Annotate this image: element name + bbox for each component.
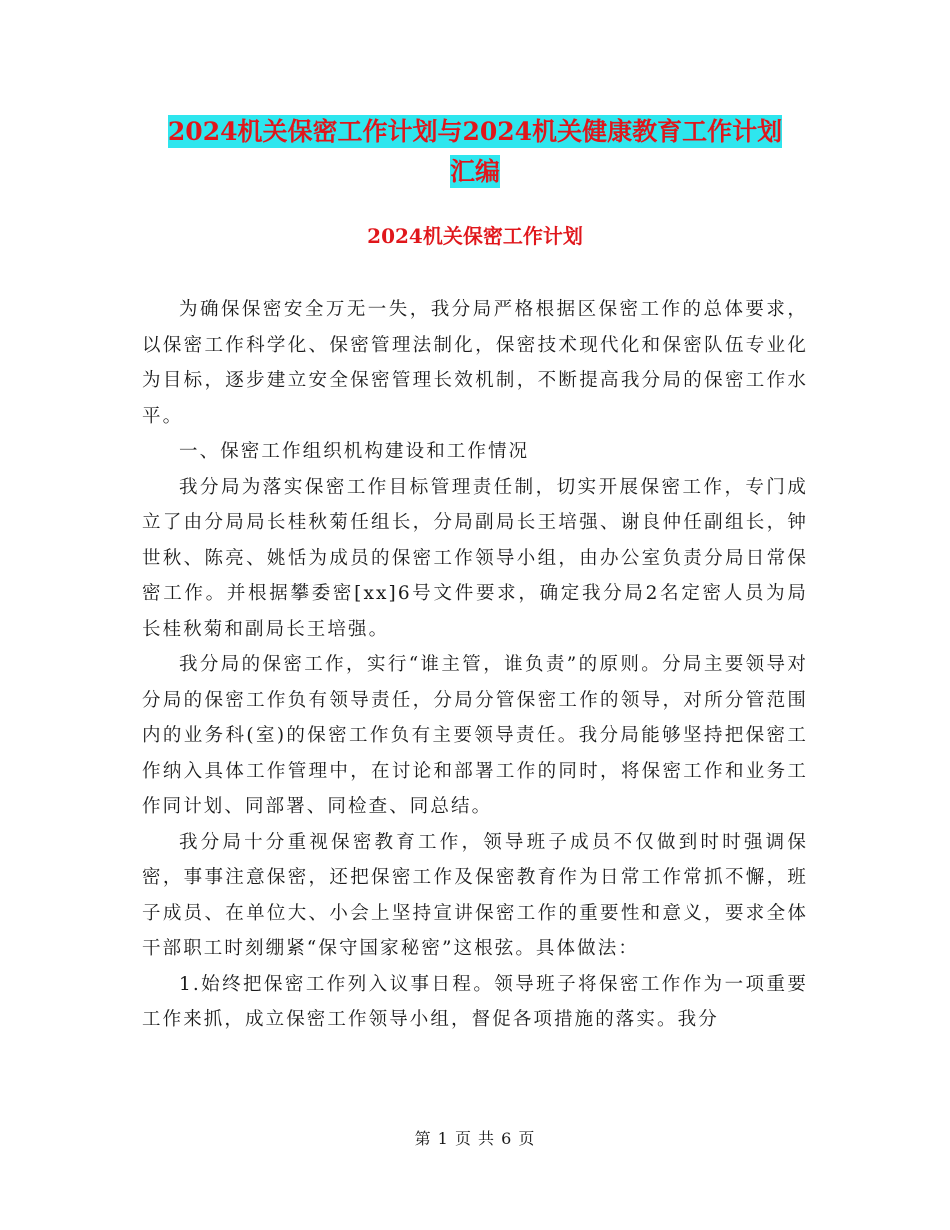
paragraph: 我分局的保密工作，实行“谁主管，谁负责”的原则。分局主要领导对分局的保密工作负有领导责任，分局分管保密工作的领导，对所分管范围内的业务科(室)的保密工作负有主要领导责任。我分局能够坚持把保密工作纳入具体工作管理中，在讨论和部署工作的同时，将保密工作和业务工作同计划、同部署、同检查、同总结。 xyxy=(142,654,808,817)
document-title-line-1 xyxy=(0,114,950,150)
page-footer: 第 1 页 共 6 页 xyxy=(414,1129,536,1148)
paragraph: 1.始终把保密工作列入议事日程。领导班子将保密工作作为一项重要工作来抓，成立保密工作领导小组，督促各项措施的落实。我分 xyxy=(142,973,808,1030)
body-text xyxy=(142,292,808,1038)
title-highlight: 2024机关保密工作计划与2024机关健康教育工作计划 xyxy=(167,117,783,146)
paragraph: 我分局为落实保密工作目标管理责任制，切实开展保密工作，专门成立了由分局局长桂秋菊任组长，分局副局长王培强、谢良仲任副组长，钟世秋、陈亮、姚恬为成员的保密工作领导小组，由办公室负责分局日常保密工作。并根据攀委密[xx]6号文件要求，确定我分局2名定密人员为局长桂秋菊和副局长王培强。 xyxy=(142,476,808,640)
paragraph-heading: 一、保密工作组织机构建设和工作情况 xyxy=(179,441,530,462)
paragraph: 为确保保密安全万无一失，我分局严格根据区保密工作的总体要求，以保密工作科学化、保密管理法制化，保密技术现代化和保密队伍专业化为目标，逐步建立安全保密管理长效机制，不断提高我分局的保密工作水平。 xyxy=(142,299,808,427)
section-title: 2024机关保密工作计划 xyxy=(367,224,583,248)
title-highlight: 汇编 xyxy=(449,157,500,186)
paragraph: 我分局十分重视保密教育工作，领导班子成员不仅做到时时强调保密，事事注意保密，还把保密工作及保密教育作为日常工作常抓不懈，班子成员、在单位大、小会上坚持宣讲保密工作的重要性和意义，要求全体干部职工时刻绷紧“保守国家秘密”这根弦。具体做法： xyxy=(142,831,808,959)
document-title-line-2 xyxy=(0,154,950,190)
